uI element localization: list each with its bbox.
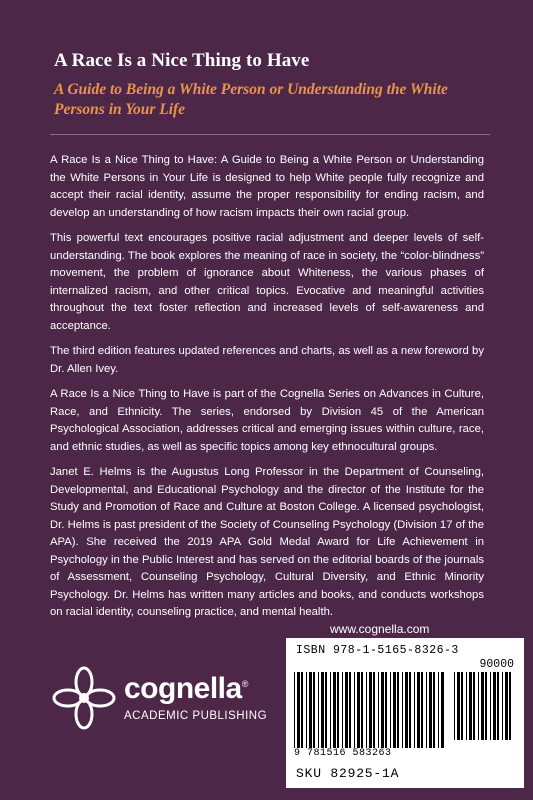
barcode-bar: [426, 672, 427, 748]
divider: [50, 134, 490, 135]
barcode-bar: [369, 672, 372, 748]
publisher-website[interactable]: www.cognella.com: [330, 622, 430, 636]
barcode-box: [286, 638, 524, 788]
barcode-bar: [421, 672, 423, 748]
paragraph: Janet E. Helms is the Augustus Long Professor in the Department of Counseling, Developmental, and Educational Psychology and the director of the Institute for the Study and Promotion of Race and Culture at Boston College. A licensed psychologist, Dr. Helms is past president of the Society of Counseling Psychology (Division 17 of the APA). She received the 2019 APA Gold Medal Award for Life Achievement in Psychology in the Public Interest and has served on the editorial boards of the journals of Assessment, Counseling Psychology, Cultural Diversity, and Ethnic Minority Psychology. Dr. Helms has written many articles and books, and conducts workshops on racial identity, counseling practice, and mental health.: [50, 466, 484, 618]
barcode-addon-icon: [454, 672, 512, 740]
paragraph: A Race Is a Nice Thing to Have is part of the Cognella Series on Advances in Culture, Race, and Ethnicity. The series, endorsed by Division 45 of the American Psychological Association, addresses critical and emerging issues within culture, race, and ethnic studies, as well as specific topics among key ethnocultural groups.: [50, 388, 484, 453]
barcode-bar: [321, 672, 324, 748]
barcode-bar: [490, 672, 491, 740]
barcode-bar: [461, 672, 463, 740]
barcode-bar: [349, 672, 351, 748]
barcode-bar: [330, 672, 331, 748]
description-body: [50, 152, 484, 630]
barcode-bar: [361, 672, 363, 748]
book-title: A Race Is a Nice Thing to Have: [54, 50, 310, 71]
barcode-bar: [433, 672, 435, 748]
publisher-tagline: ACADEMIC PUBLISHING: [124, 710, 268, 722]
barcode-bar: [438, 672, 439, 748]
barcode-bar: [378, 672, 379, 748]
sku-text: SKU 82925-1A: [296, 766, 400, 781]
barcode-bar: [337, 672, 339, 748]
barcode-bar: [466, 672, 467, 740]
barcode-bar: [325, 672, 327, 748]
barcode-bar: [390, 672, 391, 748]
paragraph: The third edition features updated references and charts, as well as a new foreword by Dr. Allen Ivey.: [50, 345, 484, 375]
publisher-logo: [52, 666, 282, 736]
barcode-bar: [393, 672, 396, 748]
barcode-bar: [397, 672, 399, 748]
barcode-bar: [505, 672, 508, 740]
barcode-bar: [429, 672, 432, 748]
barcode-bar: [441, 672, 444, 748]
barcode-bar: [481, 672, 484, 740]
barcode-bar: [306, 672, 307, 748]
barcode-bar: [473, 672, 475, 740]
barcode-bar: [313, 672, 315, 748]
book-subtitle: A Guide to Being a White Person or Understanding the White Persons in Your Life: [54, 81, 448, 118]
barcode-bar: [342, 672, 343, 748]
price-code: 90000: [479, 658, 514, 671]
barcode-bar: [301, 672, 303, 748]
barcode-bar: [294, 672, 295, 748]
barcode-bar: [502, 672, 503, 740]
barcode-bar: [297, 672, 300, 748]
barcode-bar: [354, 672, 355, 748]
paragraph: A Race Is a Nice Thing to Have: A Guide to Being a White Person or Understanding the White Persons in Your Life is designed to help White people fully recognize and accept their racial identity, assume the proper responsibility for ending racism, and develop an understanding of how racism impacts their own racial group.: [50, 154, 484, 219]
barcode-bar: [454, 672, 455, 740]
barcode-bar: [373, 672, 375, 748]
barcode-bar: [402, 672, 403, 748]
barcode-bar: [333, 672, 336, 748]
barcode-bar: [493, 672, 496, 740]
barcode-bar: [385, 672, 387, 748]
barcode-bar: [485, 672, 487, 740]
cognella-flower-icon: [52, 666, 116, 730]
barcode-bar: [345, 672, 348, 748]
barcode-bar: [497, 672, 499, 740]
barcode-bar: [409, 672, 411, 748]
barcode-bar: [457, 672, 460, 740]
barcode-bar: [381, 672, 384, 748]
barcode-digits: 9 781516 583263: [294, 748, 392, 759]
barcode-bar: [366, 672, 367, 748]
barcode-bar: [309, 672, 312, 748]
barcode-bar: [509, 672, 511, 740]
publisher-name: cognella®: [124, 672, 248, 705]
barcode-bar: [469, 672, 472, 740]
barcode-bar: [478, 672, 479, 740]
paragraph: This powerful text encourages positive racial adjustment and deeper levels of self-understanding. The book explores the meaning of race in society, the “color-blindness” movement, the problem of ignorance about Whiteness, the various phases of internalized racism, and other critical topics. Evocative and meaningful activities throughout the text foster reflection and increased levels of self-awareness and acceptance.: [50, 232, 484, 332]
barcode-main-icon: [294, 672, 444, 748]
barcode-bar: [417, 672, 420, 748]
barcode-bar: [414, 672, 415, 748]
isbn-text: ISBN 978-1-5165-8326-3: [296, 644, 459, 657]
barcode-bar: [318, 672, 319, 748]
barcode-bar: [405, 672, 408, 748]
barcode-bar: [357, 672, 360, 748]
